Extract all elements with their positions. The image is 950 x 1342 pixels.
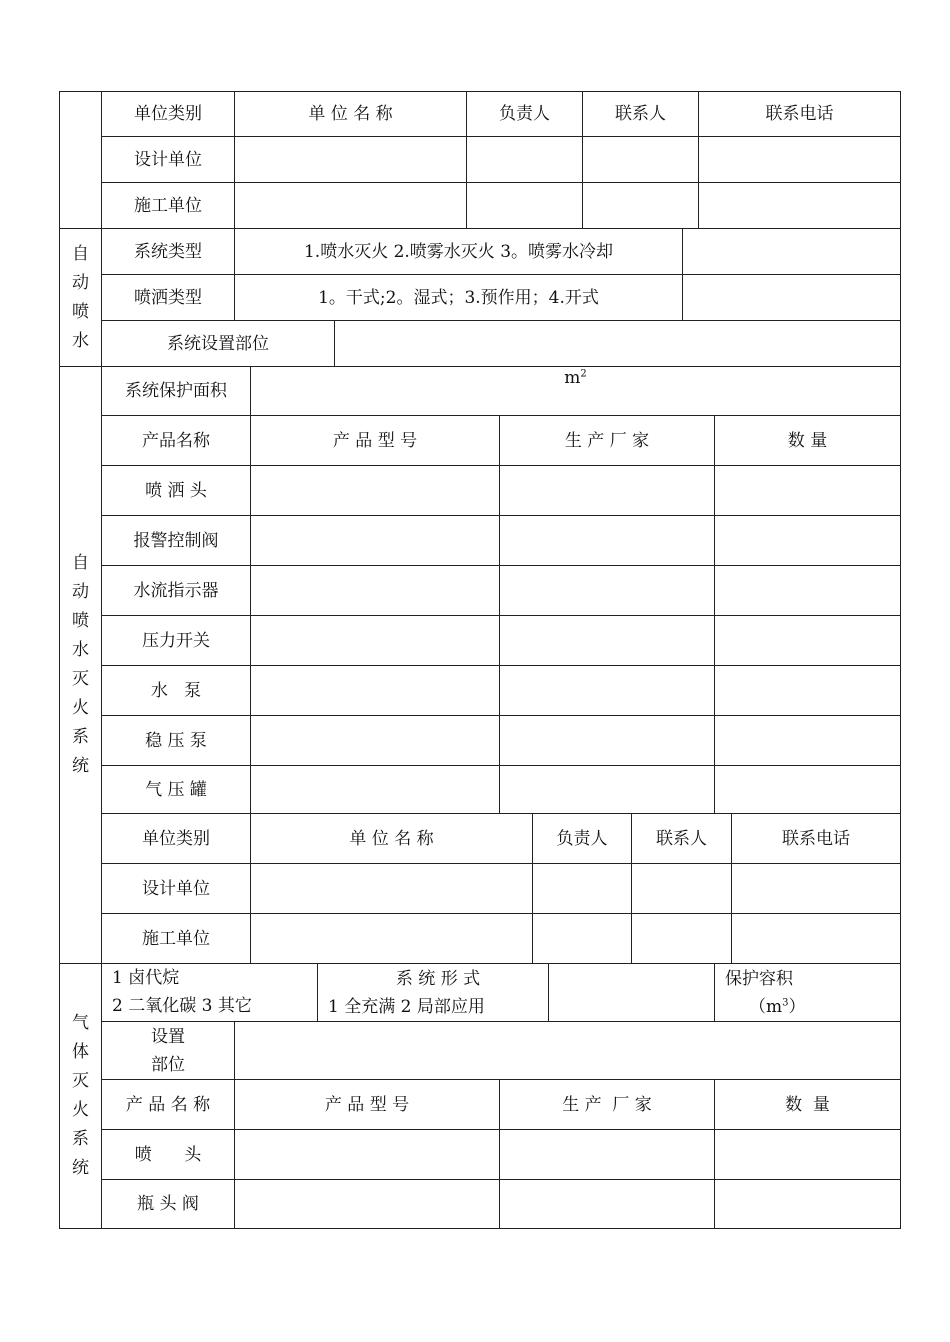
design-unit-phone-field[interactable] bbox=[699, 137, 900, 182]
nozzle-quantity-field[interactable] bbox=[715, 1130, 900, 1179]
protected-volume-field[interactable]: 保护容积 $(m^3)$ bbox=[715, 964, 900, 1021]
sprinkler-head-model-field[interactable] bbox=[251, 466, 499, 515]
manufacturer-header: 生 产 厂 家 bbox=[564, 430, 650, 451]
cylinder-valve-quantity-field[interactable] bbox=[715, 1180, 900, 1228]
system-location-field[interactable] bbox=[335, 321, 900, 366]
product-model-header: 产 品 型 号 bbox=[332, 430, 418, 451]
header-unit-category: 单位类别 bbox=[134, 104, 202, 124]
sprinkler-head-quantity-field[interactable] bbox=[715, 466, 900, 515]
product-sprinkler-head-label: 喷 洒 头 bbox=[145, 480, 207, 501]
product-pressure-tank-label: 气 压 罐 bbox=[145, 779, 207, 800]
construction-unit-name-field[interactable] bbox=[235, 183, 466, 228]
booster-pump-model-field[interactable] bbox=[251, 716, 499, 765]
alarm-valve-quantity-field[interactable] bbox=[715, 516, 900, 565]
unit-category-header-2: 单位类别 bbox=[142, 828, 210, 849]
construction-unit-contact-field-2[interactable] bbox=[632, 914, 731, 963]
sprinkler-type-label: 喷洒类型 bbox=[134, 287, 202, 308]
product-booster-pump-label: 稳 压 泵 bbox=[145, 730, 207, 751]
construction-unit-name-field-2[interactable] bbox=[251, 914, 532, 963]
flow-indicator-quantity-field[interactable] bbox=[715, 566, 900, 615]
row-construction-unit-label: 施工单位 bbox=[134, 195, 202, 216]
sprinkler-head-manufacturer-field[interactable] bbox=[500, 466, 714, 515]
auto-sprinkler-side-label: 自 动 喷 水 bbox=[72, 243, 89, 351]
phone-header-2: 联系电话 bbox=[782, 828, 850, 849]
design-unit-name-field-2[interactable] bbox=[251, 864, 532, 913]
gas-product-nozzle-label: 喷 头 bbox=[134, 1144, 202, 1165]
design-unit-person-field-2[interactable] bbox=[533, 864, 631, 913]
header-phone: 联系电话 bbox=[765, 104, 834, 124]
system-type-label: 系统类型 bbox=[134, 241, 202, 262]
gas-quantity-header: 数 量 bbox=[785, 1094, 830, 1115]
header-contact: 联系人 bbox=[615, 104, 666, 124]
quantity-header: 数 量 bbox=[787, 430, 828, 451]
construction-unit-label-2: 施工单位 bbox=[142, 928, 210, 949]
sprinkler-system-side-label: 自 动 喷 水 灭 火 系 统 bbox=[72, 553, 89, 776]
row-design-unit-label: 设计单位 bbox=[134, 149, 202, 170]
system-form-options: 系 统 形 式 1 全充满 2 局部应用 bbox=[328, 968, 485, 1017]
header-person-in-charge: 负责人 bbox=[499, 104, 550, 124]
sprinkler-type-options: 1。干式;2。湿式；3.预作用；4.开式 bbox=[318, 287, 599, 308]
person-in-charge-header-2: 负责人 bbox=[556, 828, 608, 849]
water-pump-model-field[interactable] bbox=[251, 666, 499, 715]
design-unit-contact-field-2[interactable] bbox=[632, 864, 731, 913]
gas-location-label: 设置 部位 bbox=[151, 1026, 185, 1075]
alarm-valve-model-field[interactable] bbox=[251, 516, 499, 565]
product-alarm-valve-label: 报警控制阀 bbox=[133, 530, 219, 551]
design-unit-phone-field-2[interactable] bbox=[732, 864, 900, 913]
design-unit-name-field[interactable] bbox=[235, 137, 466, 182]
fire-system-registration-form bbox=[59, 91, 900, 1228]
water-pump-quantity-field[interactable] bbox=[715, 666, 900, 715]
booster-pump-quantity-field[interactable] bbox=[715, 716, 900, 765]
pressure-switch-quantity-field[interactable] bbox=[715, 616, 900, 665]
sprinkler-type-field[interactable] bbox=[683, 275, 900, 320]
gas-product-model-header: 产 品 型 号 bbox=[324, 1094, 410, 1115]
product-flow-indicator-label: 水流指示器 bbox=[133, 580, 219, 601]
unit-name-header-2: 单 位 名 称 bbox=[349, 828, 434, 849]
design-unit-contact-field[interactable] bbox=[583, 137, 698, 182]
gas-product-name-header: 产 品 名 称 bbox=[125, 1094, 211, 1115]
construction-unit-person-field[interactable] bbox=[467, 183, 582, 228]
gas-product-cylinder-valve-label: 瓶 头 阀 bbox=[137, 1194, 199, 1214]
construction-unit-contact-field[interactable] bbox=[583, 183, 698, 228]
pressure-tank-model-field[interactable] bbox=[251, 766, 499, 813]
booster-pump-manufacturer-field[interactable] bbox=[500, 716, 714, 765]
system-type-options: 1.喷水灭火 2.喷雾水灭火 3。喷雾水冷却 bbox=[303, 241, 614, 262]
construction-unit-phone-field-2[interactable] bbox=[732, 914, 900, 963]
alarm-valve-manufacturer-field[interactable] bbox=[500, 516, 714, 565]
pressure-switch-model-field[interactable] bbox=[251, 616, 499, 665]
flow-indicator-model-field[interactable] bbox=[251, 566, 499, 615]
protected-area-unit: $m^2$ bbox=[564, 368, 587, 388]
pressure-tank-quantity-field[interactable] bbox=[715, 766, 900, 813]
cylinder-valve-model-field[interactable] bbox=[235, 1180, 499, 1228]
pressure-tank-manufacturer-field[interactable] bbox=[500, 766, 714, 813]
header-unit-name: 单 位 名 称 bbox=[308, 104, 393, 124]
system-type-field[interactable] bbox=[683, 229, 900, 274]
system-location-label: 系统设置部位 bbox=[167, 333, 269, 354]
protected-area-field[interactable] bbox=[251, 367, 900, 415]
gas-agent-options: 1 卤代烷 2 二氧化碳 3 其它 bbox=[112, 968, 252, 1016]
product-pressure-switch-label: 压力开关 bbox=[142, 630, 210, 651]
design-unit-label-2: 设计单位 bbox=[142, 878, 210, 899]
construction-unit-person-field-2[interactable] bbox=[533, 914, 631, 963]
cylinder-valve-manufacturer-field[interactable] bbox=[500, 1180, 714, 1228]
contact-header-2: 联系人 bbox=[656, 828, 707, 849]
gas-system-side-label: 气 体 灭 火 系 统 bbox=[72, 1013, 89, 1178]
product-water-pump-label: 水 泵 bbox=[150, 680, 202, 701]
water-pump-manufacturer-field[interactable] bbox=[500, 666, 714, 715]
protected-area-label: 系统保护面积 bbox=[125, 381, 227, 401]
design-unit-person-field[interactable] bbox=[467, 137, 582, 182]
system-form-field[interactable] bbox=[549, 964, 714, 1021]
gas-manufacturer-header: 生 产 厂 家 bbox=[562, 1094, 652, 1115]
nozzle-model-field[interactable] bbox=[235, 1130, 499, 1179]
gas-location-field[interactable] bbox=[235, 1022, 900, 1079]
construction-unit-phone-field[interactable] bbox=[699, 183, 900, 228]
nozzle-manufacturer-field[interactable] bbox=[500, 1130, 714, 1179]
pressure-switch-manufacturer-field[interactable] bbox=[500, 616, 714, 665]
flow-indicator-manufacturer-field[interactable] bbox=[500, 566, 714, 615]
protected-volume-unit: $(m^3)$ bbox=[749, 996, 806, 1017]
product-name-header: 产品名称 bbox=[142, 430, 210, 451]
